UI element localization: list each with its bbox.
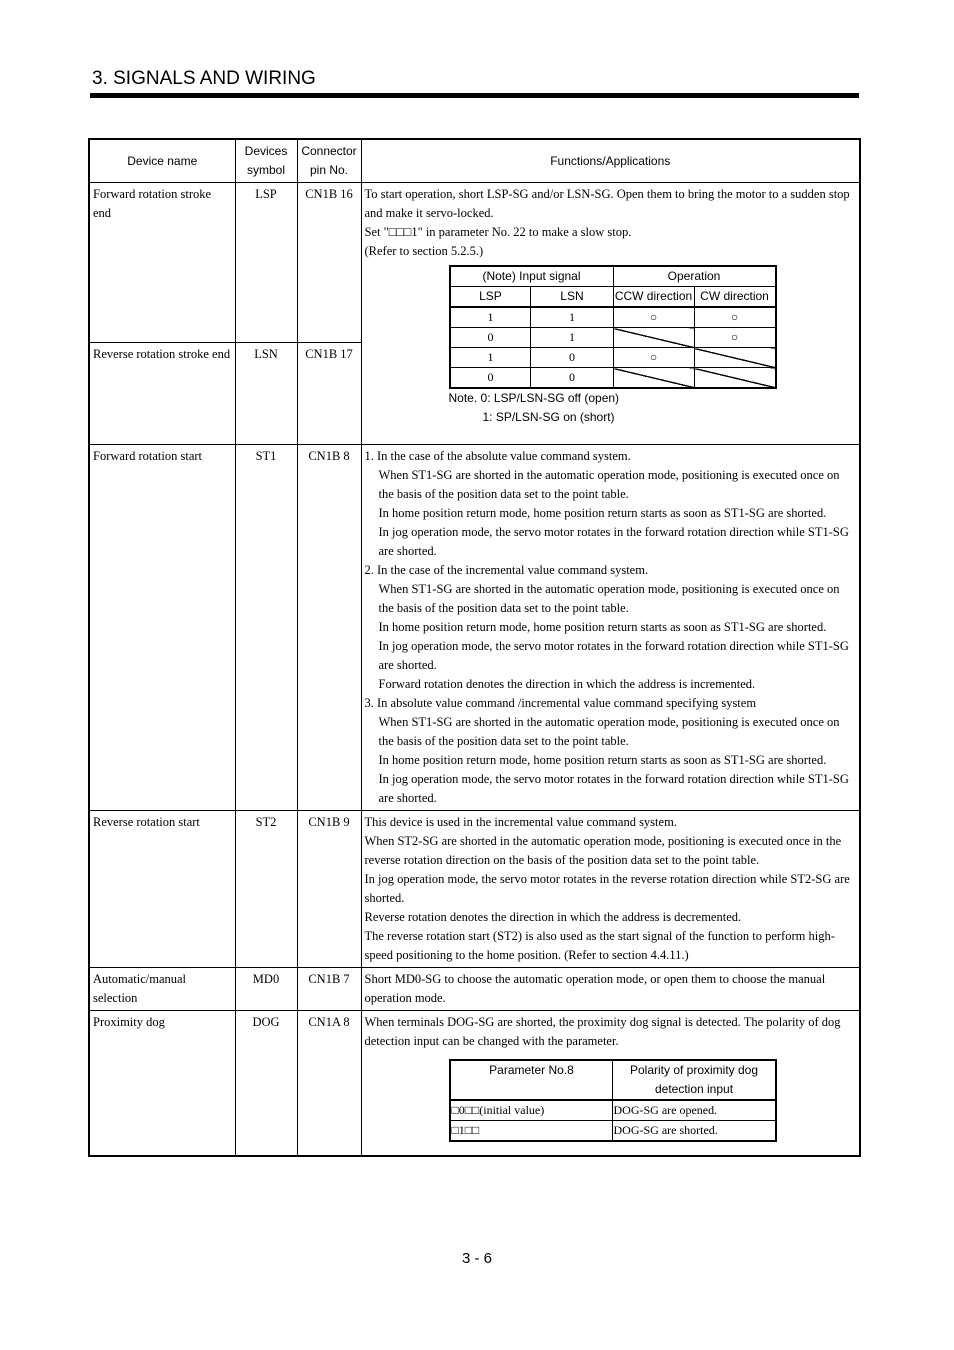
stroke-cell-blocked xyxy=(694,368,776,389)
st2-line: Reverse rotation denotes the direction in which the address is decremented. xyxy=(364,910,742,924)
device-name-lsn: Reverse rotation stroke end xyxy=(89,343,235,445)
table-row-lsp xyxy=(89,183,860,343)
table-header-row xyxy=(89,139,860,183)
pin-st2: CN1B 9 xyxy=(297,811,361,968)
symbol-lsp: LSP xyxy=(235,183,297,343)
stroke-row xyxy=(450,348,776,368)
header-symbol: Devices symbol xyxy=(235,139,297,183)
st1-s1-line: When ST1-SG are shorted in the automatic operation mode, positioning is executed once on the basis of the position data set to the point table. xyxy=(378,468,840,501)
dog-param-row xyxy=(450,1100,776,1121)
stroke-cell: 1 xyxy=(531,328,613,348)
device-name-dog: Proximity dog xyxy=(89,1011,235,1156)
st1-s2-line: In home position return mode, home position return starts as soon as ST1-SG are shorted. xyxy=(378,620,827,634)
stroke-h-ccw: CCW direction xyxy=(613,287,694,308)
dog-polarity-cell: DOG-SG are opened. xyxy=(612,1100,776,1121)
dog-functions xyxy=(361,1011,860,1156)
stroke-row xyxy=(450,328,776,348)
device-name-st1: Forward rotation start xyxy=(89,445,235,811)
dog-parameter-table xyxy=(449,1059,777,1142)
table-row-st1 xyxy=(89,445,860,811)
stroke-h-lsn: LSN xyxy=(531,287,613,308)
stroke-cell: 0 xyxy=(531,348,613,368)
stroke-h-lsp: LSP xyxy=(450,287,531,308)
st1-s1-line: In jog operation mode, the servo motor rotates in the forward rotation direction while ST1-SG are shorted. xyxy=(378,525,849,558)
symbol-lsn: LSN xyxy=(235,343,297,445)
st1-s2-line: When ST1-SG are shorted in the automatic operation mode, positioning is executed once on the basis of the position data set to the point table. xyxy=(378,582,840,615)
stroke-cell: 0 xyxy=(450,328,531,348)
symbol-dog: DOG xyxy=(235,1011,297,1156)
header-functions: Functions/Applications xyxy=(361,139,860,183)
device-name-lsp: Forward rotation stroke end xyxy=(89,183,235,343)
header-pin: Connector pin No. xyxy=(297,139,361,183)
stroke-h-cw: CW direction xyxy=(694,287,776,308)
table-row-st2 xyxy=(89,811,860,968)
st1-functions xyxy=(361,445,860,811)
stroke-text-3: (Refer to section 5.2.5.) xyxy=(364,244,484,258)
st2-line: The reverse rotation start (ST2) is also used as the start signal of the function to perform high-speed positioning to the home position. (Refer to section 4.4.11.) xyxy=(364,929,835,962)
dog-text: When terminals DOG-SG are shorted, the proximity dog signal is detected. The polarity of dog detection input can be changed with the parameter. xyxy=(364,1015,841,1048)
table-row-md0 xyxy=(89,968,860,1011)
stroke-cell: ○ xyxy=(694,307,776,328)
stroke-cell: ○ xyxy=(694,328,776,348)
stroke-note-1: Note. 0: LSP/LSN-SG off (open) xyxy=(448,391,620,405)
dog-polarity-cell: DOG-SG are shorted. xyxy=(612,1121,776,1142)
stroke-h-input: (Note) Input signal xyxy=(450,266,614,287)
stroke-cell: 1 xyxy=(450,348,531,368)
pin-md0: CN1B 7 xyxy=(297,968,361,1011)
page-number: 3 - 6 xyxy=(461,1250,492,1267)
header-rule xyxy=(90,93,859,98)
section-title: 3. SIGNALS AND WIRING xyxy=(92,68,316,89)
symbol-md0: MD0 xyxy=(235,968,297,1011)
stroke-cell: 1 xyxy=(531,307,613,328)
st2-functions xyxy=(361,811,860,968)
stroke-cell-blocked xyxy=(613,368,694,389)
stroke-cell: ○ xyxy=(613,307,694,328)
dog-h-polarity: Polarity of proximity dog detection input xyxy=(612,1060,776,1100)
st1-s3-line: In jog operation mode, the servo motor rotates in the forward rotation direction while ST1-SG are shorted. xyxy=(378,772,849,805)
st1-s1-line: In home position return mode, home position return starts as soon as ST1-SG are shorted. xyxy=(378,506,827,520)
stroke-h-operation: Operation xyxy=(613,266,776,287)
st2-line: This device is used in the incremental value command system. xyxy=(364,815,677,829)
stroke-end-functions xyxy=(361,183,860,445)
stroke-cell-blocked xyxy=(613,328,694,348)
st1-s2-line: Forward rotation denotes the direction in which the address is incremented. xyxy=(378,677,756,691)
dog-param-cell: □1□□ xyxy=(450,1121,613,1142)
stroke-cell: 0 xyxy=(450,368,531,389)
device-name-md0: Automatic/manual selection xyxy=(89,968,235,1011)
st2-line: In jog operation mode, the servo motor rotates in the reverse rotation direction while ST2-SG are shorted. xyxy=(364,872,850,905)
symbol-st1: ST1 xyxy=(235,445,297,811)
stroke-cell-blocked xyxy=(694,348,776,368)
symbol-st2: ST2 xyxy=(235,811,297,968)
stroke-operation-table xyxy=(449,265,777,389)
st1-section-2: 2. In the case of the incremental value command system. xyxy=(364,563,649,577)
pin-st1: CN1B 8 xyxy=(297,445,361,811)
stroke-note-2: 1: SP/LSN-SG on (short) xyxy=(482,410,615,424)
device-name-st2: Reverse rotation start xyxy=(89,811,235,968)
stroke-cell: ○ xyxy=(613,348,694,368)
dog-param-cell: □0□□(initial value) xyxy=(450,1100,613,1121)
st1-section-1: 1. In the case of the absolute value command system. xyxy=(364,449,631,463)
stroke-cell: 1 xyxy=(450,307,531,328)
st1-s3-line: In home position return mode, home position return starts as soon as ST1-SG are shorted. xyxy=(378,753,827,767)
md0-functions: Short MD0-SG to choose the automatic operation mode, or open them to choose the manual operation mode. xyxy=(361,968,860,1011)
header-device-name: Device name xyxy=(89,139,235,183)
stroke-text-1: To start operation, short LSP-SG and/or LSN-SG. Open them to bring the motor to a sudden stop and make it servo-locked. xyxy=(364,187,850,220)
st1-s3-line: When ST1-SG are shorted in the automatic operation mode, positioning is executed once on the basis of the position data set to the point table. xyxy=(378,715,840,748)
signals-table xyxy=(88,138,861,1157)
st2-line: When ST2-SG are shorted in the automatic operation mode, positioning is executed once in the reverse rotation direction on the basis of the position data set to the point table. xyxy=(364,834,842,867)
stroke-text-2: Set "□□□1" in parameter No. 22 to make a slow stop. xyxy=(364,225,632,239)
st1-section-3: 3. In absolute value command /incremental value command specifying system xyxy=(364,696,757,710)
pin-lsn: CN1B 17 xyxy=(297,343,361,445)
st1-s2-line: In jog operation mode, the servo motor rotates in the forward rotation direction while ST1-SG are shorted. xyxy=(378,639,849,672)
pin-dog: CN1A 8 xyxy=(297,1011,361,1156)
stroke-cell: 0 xyxy=(531,368,613,389)
pin-lsp: CN1B 16 xyxy=(297,183,361,343)
dog-param-row xyxy=(450,1121,776,1142)
table-row-dog xyxy=(89,1011,860,1156)
dog-h-param: Parameter No.8 xyxy=(450,1060,613,1100)
stroke-row xyxy=(450,368,776,389)
stroke-row xyxy=(450,307,776,328)
